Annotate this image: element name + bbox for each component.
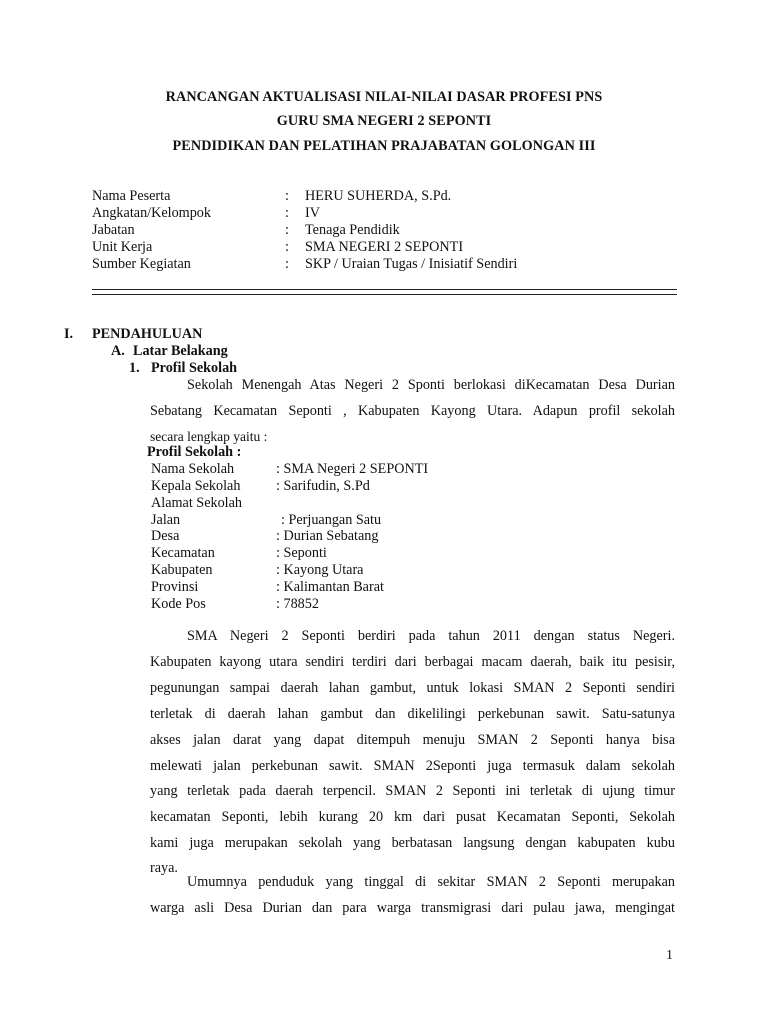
participant-label-position: Jabatan <box>92 222 135 238</box>
paragraph-line: Umumnya penduduk yang tinggal di sekitar SMAN 2 Seponti merupakan <box>187 874 675 890</box>
intro-line: Sekolah Menengah Atas Negeri 2 Sponti berlokasi diKecamatan Desa Durian <box>187 377 675 393</box>
document-title-line1: RANCANGAN AKTUALISASI NILAI-NILAI DASAR PROFESI PNS <box>165 89 603 105</box>
paragraph-line: warga asli Desa Durian dan para warga transmigrasi dari pulau jawa, mengingat <box>150 900 675 916</box>
profile-value: : Sarifudin, S.Pd <box>276 478 370 494</box>
participant-colon: : <box>285 239 289 255</box>
profile-value: : 78852 <box>276 596 319 612</box>
document-title-line3: PENDIDIKAN DAN PELATIHAN PRAJABATAN GOLONGAN III <box>172 138 596 154</box>
profile-label: Desa <box>151 528 180 544</box>
item-number: 1. <box>129 360 140 376</box>
subsection-title: Latar Belakang <box>133 343 228 359</box>
participant-value-position: Tenaga Pendidik <box>305 222 400 238</box>
profile-label: Kode Pos <box>151 596 206 612</box>
profile-label: Alamat Sekolah <box>151 495 243 511</box>
profile-heading: Profil Sekolah : <box>147 444 242 460</box>
paragraph-line: SMA Negeri 2 Seponti berdiri pada tahun 2011 dengan status Negeri. <box>187 628 675 644</box>
paragraph-line: melewati jalan perkebunan sawit. SMAN 2Seponti juga termasuk dalam sekolah <box>150 758 675 774</box>
participant-value-group: IV <box>305 205 320 221</box>
profile-label: Kabupaten <box>151 562 213 578</box>
profile-value: : Kayong Utara <box>276 562 364 578</box>
profile-label: Provinsi <box>151 579 199 595</box>
page-number: 1 <box>666 948 673 963</box>
paragraph-line: kecamatan Seponti, lebih kurang 20 km dari pusat Kecamatan Seponti, Sekolah <box>150 809 675 825</box>
section-number: I. <box>64 326 74 342</box>
profile-value: : SMA Negeri 2 SEPONTI <box>276 461 429 477</box>
participant-value-source: SKP / Uraian Tugas / Inisiatif Sendiri <box>305 256 518 272</box>
profile-value: : Kalimantan Barat <box>276 579 384 595</box>
participant-colon: : <box>285 256 289 272</box>
participant-label-group: Angkatan/Kelompok <box>92 205 211 221</box>
profile-label: Kepala Sekolah <box>151 478 241 494</box>
intro-line: secara lengkap yaitu : <box>150 429 268 444</box>
participant-value-name: HERU SUHERDA, S.Pd. <box>305 188 452 204</box>
paragraph-line: akses jalan darat yang dapat ditempuh menuju SMAN 2 Seponti hanya bisa <box>150 732 675 748</box>
subsection-letter: A. <box>111 343 125 359</box>
participant-colon: : <box>285 205 289 221</box>
document-title-line2: GURU SMA NEGERI 2 SEPONTI <box>276 113 492 129</box>
participant-value-unit: SMA NEGERI 2 SEPONTI <box>305 239 464 255</box>
divider-line-bottom <box>92 294 677 295</box>
profile-value: : Durian Sebatang <box>276 528 379 544</box>
item-title: Profil Sekolah <box>151 360 238 376</box>
profile-label: Nama Sekolah <box>151 461 235 477</box>
profile-value: : Perjuangan Satu <box>281 512 382 528</box>
participant-colon: : <box>285 188 289 204</box>
divider-line-top <box>92 289 677 290</box>
paragraph-line: terletak di daerah lahan gambut dan dikelilingi perkebunan sawit. Satu-satunya <box>150 706 675 722</box>
paragraph-line: pegunungan sampai daerah lahan gambut, untuk lokasi SMAN 2 Seponti sendiri <box>150 680 675 696</box>
participant-label-name: Nama Peserta <box>92 188 171 204</box>
section-title: PENDAHULUAN <box>92 326 203 342</box>
profile-label: Jalan <box>151 512 181 528</box>
participant-colon: : <box>285 222 289 238</box>
intro-line: Sebatang Kecamatan Seponti , Kabupaten Kayong Utara. Adapun profil sekolah <box>150 403 675 419</box>
paragraph-line: Kabupaten kayong utara sendiri terdiri dari berbagai macam daerah, baik itu pesisir, <box>150 654 675 670</box>
paragraph-line: kami juga merupakan sekolah yang berbatasan langsung dengan kabupaten kubu <box>150 835 675 851</box>
profile-label: Kecamatan <box>151 545 215 561</box>
paragraph-line: raya. <box>150 860 178 876</box>
participant-label-unit: Unit Kerja <box>92 239 153 255</box>
paragraph-line: yang terletak pada daerah terpencil. SMAN 2 Seponti ini terletak di ujung timur <box>150 783 675 799</box>
participant-label-source: Sumber Kegiatan <box>92 256 191 272</box>
profile-value: : Seponti <box>276 545 327 561</box>
